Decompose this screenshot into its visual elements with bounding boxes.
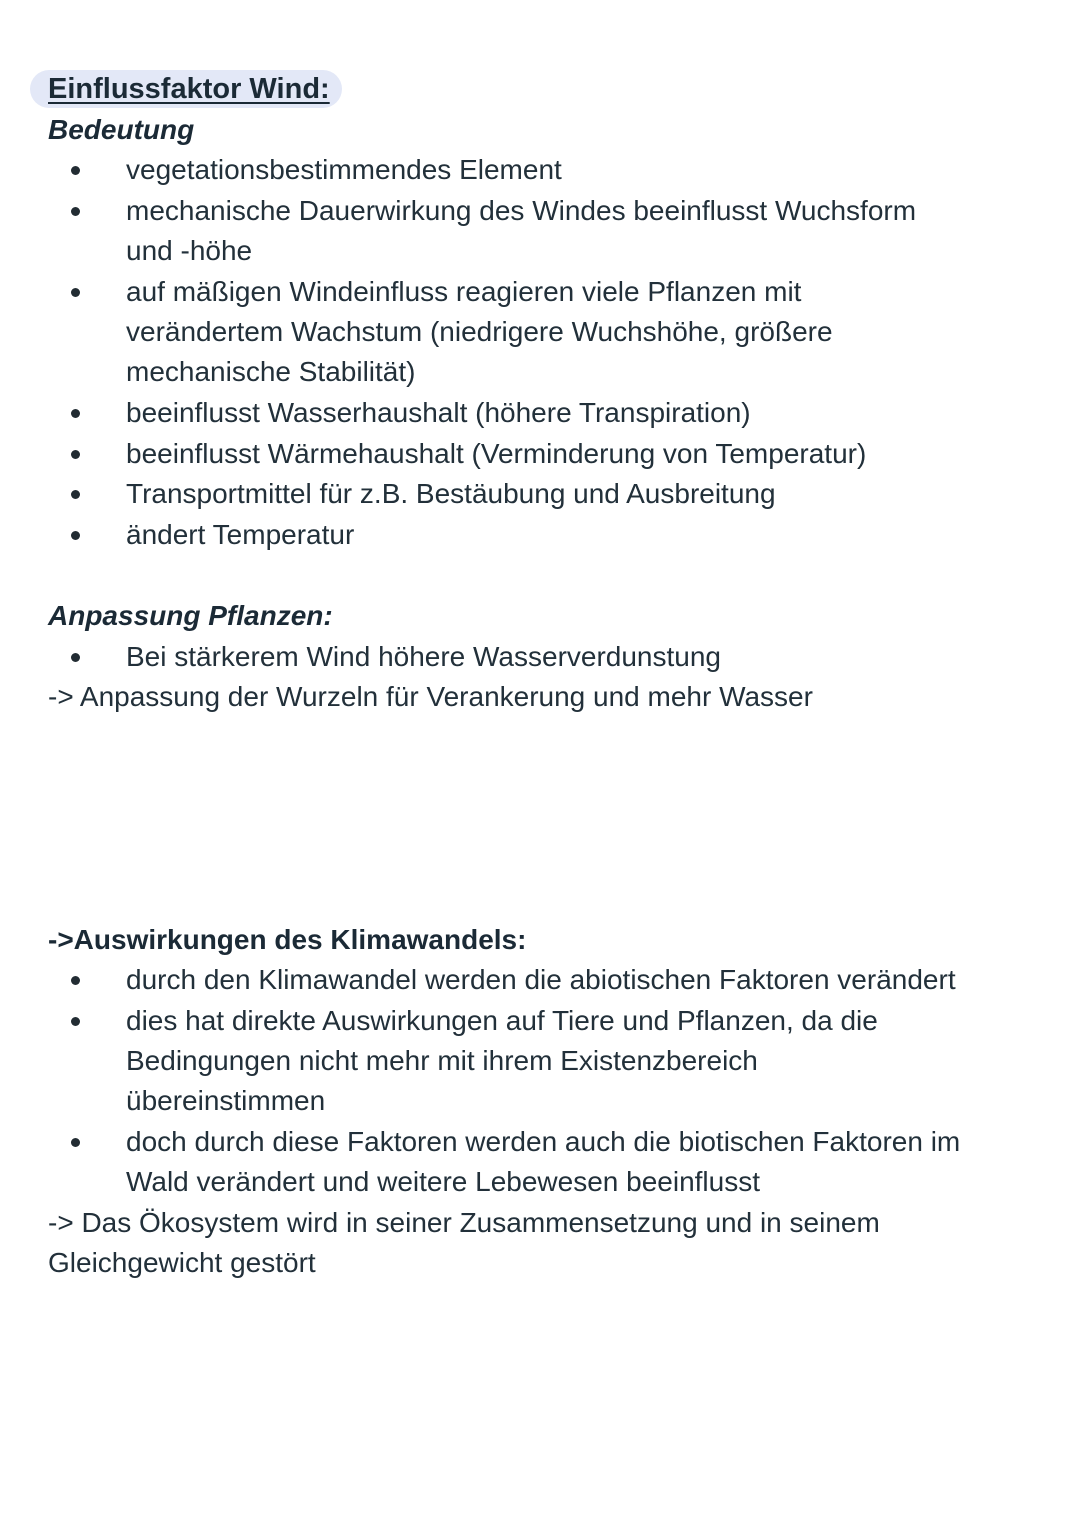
list-item-line: doch durch diese Faktoren werden auch die biotischen Faktoren im xyxy=(126,1126,961,1157)
subtitle-bedeutung: Bedeutung xyxy=(48,114,195,145)
list-item-line: und -höhe xyxy=(126,235,253,266)
list-item-line: beeinflusst Wärmehaushalt (Verminderung von Temperatur) xyxy=(126,438,867,469)
list-item-line: dies hat direkte Auswirkungen auf Tiere und Pflanzen, da die xyxy=(126,1005,878,1036)
bullet-icon xyxy=(71,1017,80,1026)
bullet-icon xyxy=(71,490,80,499)
bullet-icon xyxy=(71,409,80,418)
conclusion-line: -> Das Ökosystem wird in seiner Zusammensetzung und in seinem xyxy=(48,1207,880,1238)
list-item-line: vegetationsbestimmendes Element xyxy=(126,154,562,185)
list-item-line: Wald verändert und weitere Lebewesen beeinflusst xyxy=(126,1166,761,1197)
bullet-icon xyxy=(71,1138,80,1147)
list-item-line: Transportmittel für z.B. Bestäubung und Ausbreitung xyxy=(126,478,776,509)
list-item-line: verändertem Wachstum (niedrigere Wuchshöhe, größere xyxy=(126,316,833,347)
list-item-line: mechanische Dauerwirkung des Windes beeinflusst Wuchsform xyxy=(126,195,917,226)
list-item-line: auf mäßigen Windeinfluss reagieren viele Pflanzen mit xyxy=(126,276,802,307)
bullet-icon xyxy=(71,450,80,459)
bullet-icon xyxy=(71,531,80,540)
conclusion-line: Gleichgewicht gestört xyxy=(48,1247,316,1278)
list-item-line: ändert Temperatur xyxy=(126,519,355,550)
bullet-icon xyxy=(71,653,80,662)
bullet-icon xyxy=(71,976,80,985)
list-item-line: Bedingungen nicht mehr mit ihrem Existenzbereich xyxy=(126,1045,758,1076)
bullet-icon xyxy=(71,207,80,216)
list-item-line: mechanische Stabilität) xyxy=(126,356,416,387)
section-title-wind: Einflussfaktor Wind: xyxy=(48,72,330,105)
bullet-icon xyxy=(71,288,80,297)
conclusion-line: -> Anpassung der Wurzeln für Verankerung und mehr Wasser xyxy=(48,681,813,712)
list-item-line: durch den Klimawandel werden die abiotischen Faktoren verändert xyxy=(126,964,956,995)
subtitle-anpassung: Anpassung Pflanzen: xyxy=(48,600,333,631)
list-item-line: übereinstimmen xyxy=(126,1085,326,1116)
list-item-line: beeinflusst Wasserhaushalt (höhere Transpiration) xyxy=(126,397,751,428)
section-title-highlight xyxy=(30,70,342,108)
bullet-icon xyxy=(71,166,80,175)
section-title-klimawandel: ->Auswirkungen des Klimawandels: xyxy=(48,924,527,955)
list-item-line: Bei stärkerem Wind höhere Wasserverdunstung xyxy=(126,641,721,672)
